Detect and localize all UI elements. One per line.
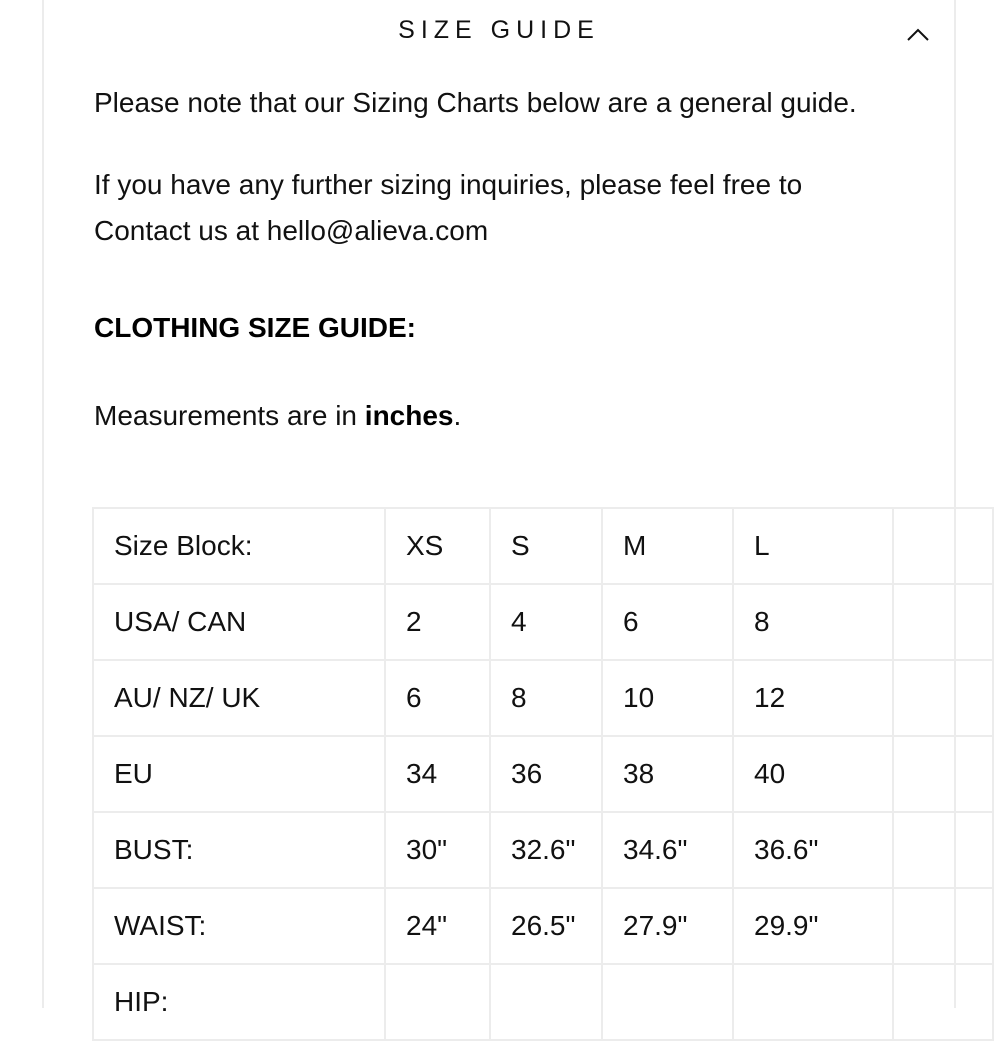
table-cell — [385, 964, 490, 1040]
table-row — [93, 888, 993, 964]
table-cell: 8 — [490, 660, 602, 736]
table-cell: 6 — [385, 660, 490, 736]
table-cell: 34.6" — [602, 812, 733, 888]
table-cell — [893, 736, 993, 812]
row-label-cell: Size Block: — [93, 508, 385, 584]
table-cell: 12 — [733, 660, 893, 736]
table-cell: XS — [385, 508, 490, 584]
table-cell: 10 — [602, 660, 733, 736]
size-table — [92, 507, 994, 1041]
table-row — [93, 736, 993, 812]
table-row — [93, 660, 993, 736]
table-cell: 26.5" — [490, 888, 602, 964]
table-cell: 30" — [385, 812, 490, 888]
size-guide-content — [94, 80, 894, 436]
table-cell — [893, 964, 993, 1040]
row-label-cell: HIP: — [93, 964, 385, 1040]
table-row — [93, 812, 993, 888]
chevron-up-icon[interactable] — [906, 28, 930, 42]
size-guide-accordion-header[interactable] — [44, 0, 954, 70]
table-cell: 34 — [385, 736, 490, 812]
table-cell: 4 — [490, 584, 602, 660]
table-cell — [893, 888, 993, 964]
table-cell: 8 — [733, 584, 893, 660]
table-cell: S — [490, 508, 602, 584]
table-cell: 38 — [602, 736, 733, 812]
table-cell: 32.6" — [490, 812, 602, 888]
table-cell: 27.9" — [602, 888, 733, 964]
table-cell: 40 — [733, 736, 893, 812]
table-cell — [893, 660, 993, 736]
table-cell: 6 — [602, 584, 733, 660]
table-cell — [893, 584, 993, 660]
table-cell: 2 — [385, 584, 490, 660]
table-cell — [893, 508, 993, 584]
row-label-cell: EU — [93, 736, 385, 812]
table-cell — [490, 964, 602, 1040]
measurements-note — [94, 396, 894, 436]
table-cell — [733, 964, 893, 1040]
measurements-unit: inches — [364, 400, 454, 431]
table-cell: M — [602, 508, 733, 584]
clothing-size-guide-heading: CLOTHING SIZE GUIDE: — [94, 312, 416, 343]
size-guide-title: SIZE GUIDE — [398, 16, 600, 44]
row-label-cell: WAIST: — [93, 888, 385, 964]
table-cell: 36.6" — [733, 812, 893, 888]
table-cell: 36 — [490, 736, 602, 812]
table-row — [93, 508, 993, 584]
table-cell — [602, 964, 733, 1040]
table-row — [93, 964, 993, 1040]
table-cell: 24" — [385, 888, 490, 964]
table-cell: 29.9" — [733, 888, 893, 964]
row-label-cell: AU/ NZ/ UK — [93, 660, 385, 736]
measurements-prefix: Measurements are in — [94, 400, 365, 431]
table-cell — [893, 812, 993, 888]
row-label-cell: BUST: — [93, 812, 385, 888]
intro-note: Please note that our Sizing Charts below are a general guide. — [94, 87, 857, 118]
contact-note: If you have any further sizing inquiries, please feel free to Contact us at hello@alieva.com — [94, 169, 803, 246]
table-cell: L — [733, 508, 893, 584]
row-label-cell: USA/ CAN — [93, 584, 385, 660]
measurements-suffix: . — [453, 400, 462, 431]
table-row — [93, 584, 993, 660]
size-table-scroll-container[interactable] — [92, 507, 908, 1017]
